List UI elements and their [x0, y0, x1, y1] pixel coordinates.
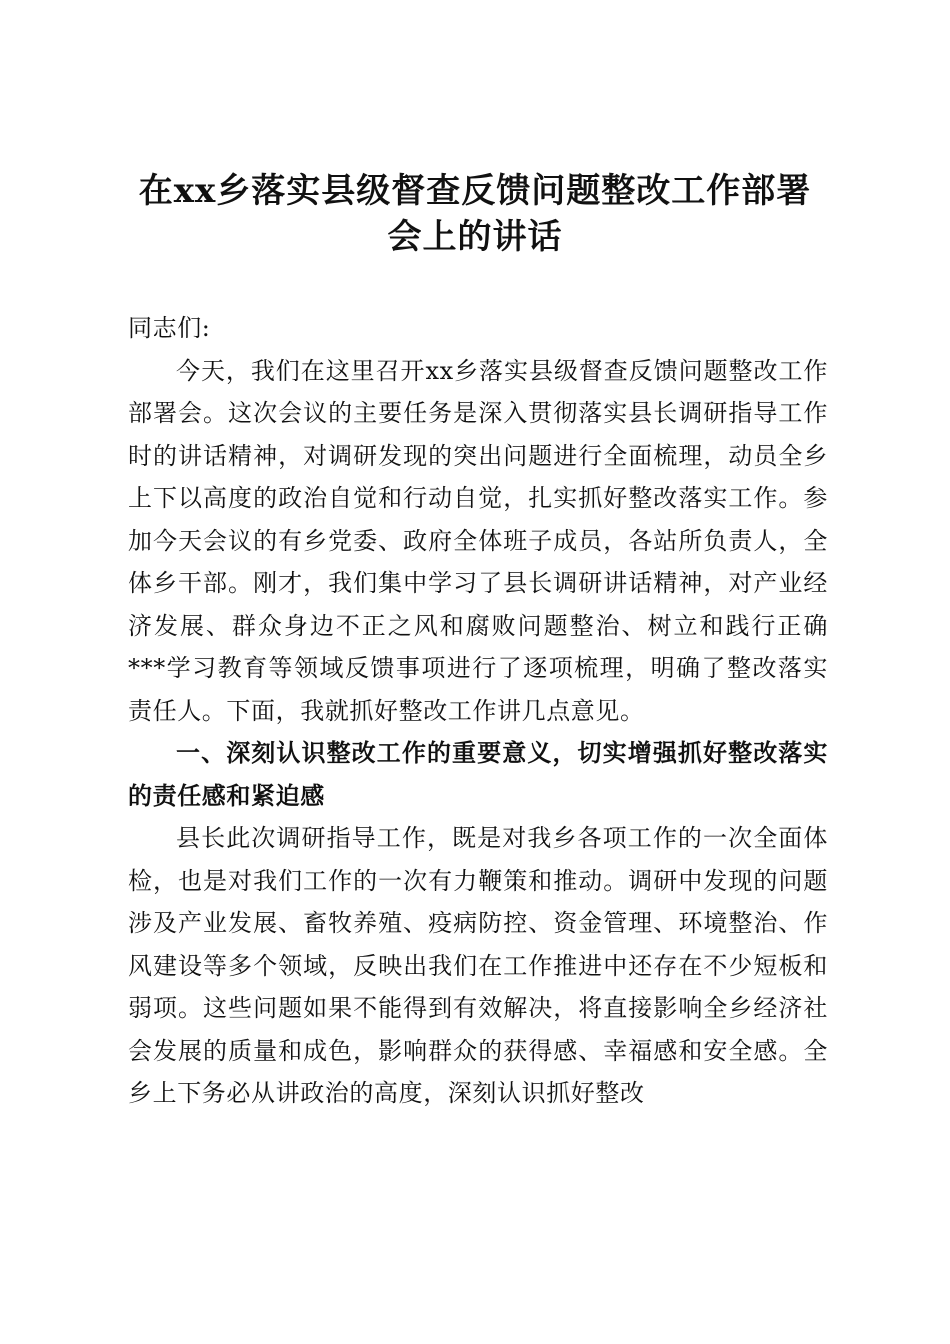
paragraph-section-1: 县长此次调研指导工作，既是对我乡各项工作的一次全面体检，也是对我们工作的一次有力鞭策和推动。调研中发现的问题涉及产业发展、畜牧养殖、疫病防控、资金管理、环境整治、作风建设等多个领域，反映出我们在工作推进中还存在不少短板和弱项。这些问题如果不能得到有效解决，将直接影响全乡经济社会发展的质量和成色，影响群众的获得感、幸福感和安全感。全乡上下务必从讲政治的高度，深刻认识抓好整改: [128, 824, 828, 1107]
section-heading-1: 一、深刻认识整改工作的重要意义，切实增强抓好整改落实的责任感和紧迫感: [128, 738, 828, 810]
document-body: [128, 307, 828, 1115]
title-line-2: 会上的讲话: [387, 217, 563, 257]
document-title: [120, 168, 830, 260]
paragraph-intro: 今天，我们在这里召开xx乡落实县级督查反馈问题整改工作部署会。这次会议的主要任务是深入贯彻落实县长调研指导工作时的讲话精神，对调研发现的突出问题进行全面梳理，动员全乡上下以高度的政治自觉和行动自觉，扎实抓好整改落实工作。参加今天会议的有乡党委、政府全体班子成员，各站所负责人，全体乡干部。刚才，我们集中学习了县长调研讲话精神，对产业经济发展、群众身边不正之风和腐败问题整治、树立和践行正确***学习教育等领域反馈事项进行了逐项梳理，明确了整改落实责任人。下面，我就抓好整改工作讲几点意见。: [128, 356, 828, 725]
salutation: 同志们:: [128, 314, 211, 342]
title-line-1: 在xx乡落实县级督查反馈问题整改工作部署: [138, 171, 812, 211]
